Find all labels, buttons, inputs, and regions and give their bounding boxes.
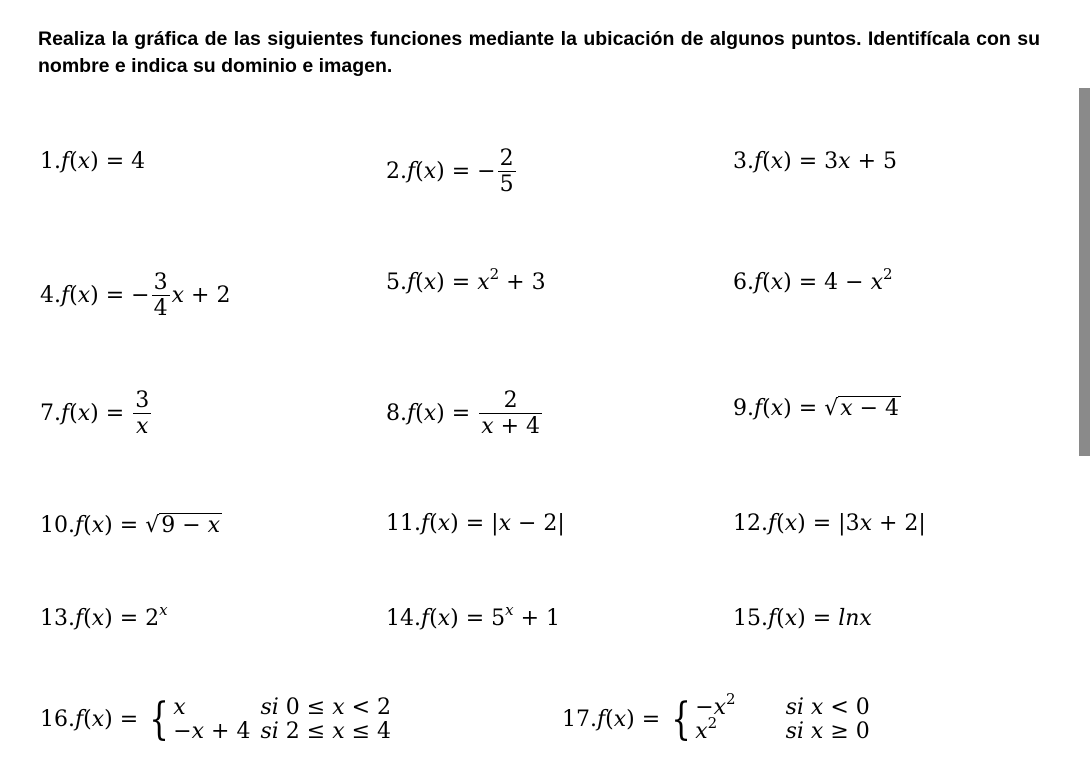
function-3: 3.f(x) = 3x + 5 <box>733 149 898 174</box>
instructions: Realiza la gráfica de las siguientes funciones mediante la ubicación de algunos puntos. Identifícala con su nombre e indica su dominio e imagen. <box>38 28 1040 77</box>
scrollbar[interactable] <box>1079 88 1090 456</box>
function-2: 2.f(x) = − $\frac{2}{5}$ <box>386 146 514 198</box>
function-13: $13.f(x) = 2^x$ <box>40 601 168 631</box>
function-8: 8.f(x) = $\frac{2}{x + 4}$ <box>386 388 541 440</box>
function-5: $5.f(x) = x^2 + 3$ <box>386 265 546 295</box>
function-16: 16.f(x) = { x si 0 ≤ x < 2 −x + 4 si 2 ≤ x ≤ 4 <box>40 694 392 746</box>
function-9: 9.f(x) = √x − 4 <box>733 396 900 421</box>
function-7: 7.f(x) = $\frac{3}{x}$ <box>40 388 150 440</box>
function-4: 4.f(x) = − $\frac{3}{4}$ x + 2 <box>40 270 231 322</box>
function-6: $6.f(x) = 4 - x^2$ <box>733 265 893 295</box>
function-15: 15.f(x) = lnx <box>733 606 872 631</box>
function-10: 10.f(x) = √9 − x <box>40 513 221 538</box>
function-1: 1.f(x) = 4 <box>40 149 146 174</box>
function-12: 12.f(x) = |3x + 2| <box>733 511 926 536</box>
function-14: $14.f(x) = 5^x + 1$ <box>386 601 561 631</box>
function-17: 17.f(x) = { $-x^2$ si x < 0 $x^2$ si x ≥ 0 <box>562 690 870 746</box>
function-11: 11.f(x) = |x − 2| <box>386 511 565 536</box>
